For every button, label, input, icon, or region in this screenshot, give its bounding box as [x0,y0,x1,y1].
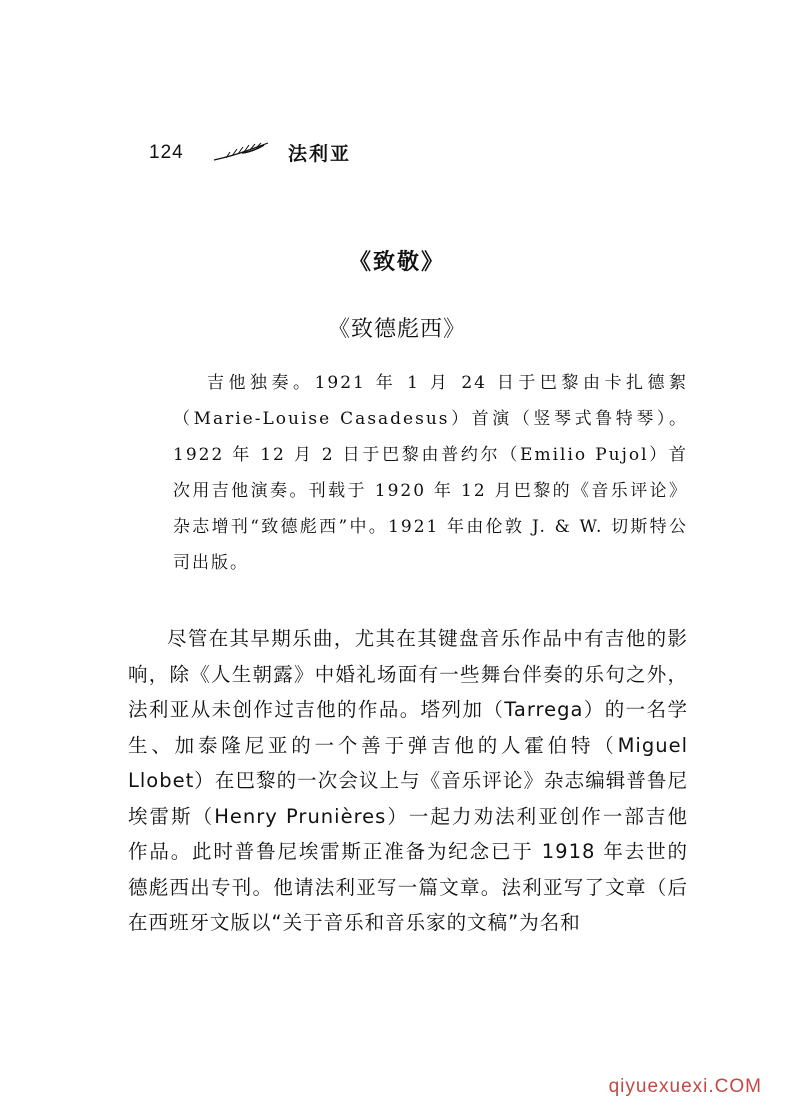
page-number: 124 [149,142,184,163]
section-title: 《致敬》 [348,249,445,275]
work-title: 《致德彪西》 [327,317,466,342]
performance-note: 吉他独奏。1921 年 1 月 24 日于巴黎由卡扎德絮（Marie-Louise Casadesus）首演（竖琴式鲁特琴）。1922 年 12 月 2 日于巴黎由普约尔（Emilio Pujol）首次用吉他演奏。刊载于 1920 年 12 月巴黎的《音乐评论》杂志增刊“致德彪西”中。1921 年由伦敦 J. & W. 切斯特公司出版。 [173,373,688,573]
running-head-title: 法利亚 [288,143,352,165]
watermark: qiyuexuexi.COM [608,1076,762,1097]
body-paragraph: 尽管在其早期乐曲，尤其在其键盘音乐作品中有吉他的影响，除《人生朝露》中婚礼场面有一些舞台伴奏的乐句之外，法利亚从未创作过吉他的作品。塔列加（Tarrega）的一名学生、加泰隆尼亚的一个善于弹吉他的人霍伯特（Miguel Llobet）在巴黎的一次会议上与《音乐评论》杂志编辑普鲁尼埃雷斯（Henry Prunières）一起力劝法利亚创作一部吉他作品。此时普鲁尼埃雷斯正准备为纪念已于 1918 年去世的德彪西出专刊。他请法利亚写一篇文章。法利亚写了文章（后在西班牙文版以“关于音乐和音乐家的文稿”为名和 [128,627,688,934]
quill-ornament-icon [212,140,270,164]
